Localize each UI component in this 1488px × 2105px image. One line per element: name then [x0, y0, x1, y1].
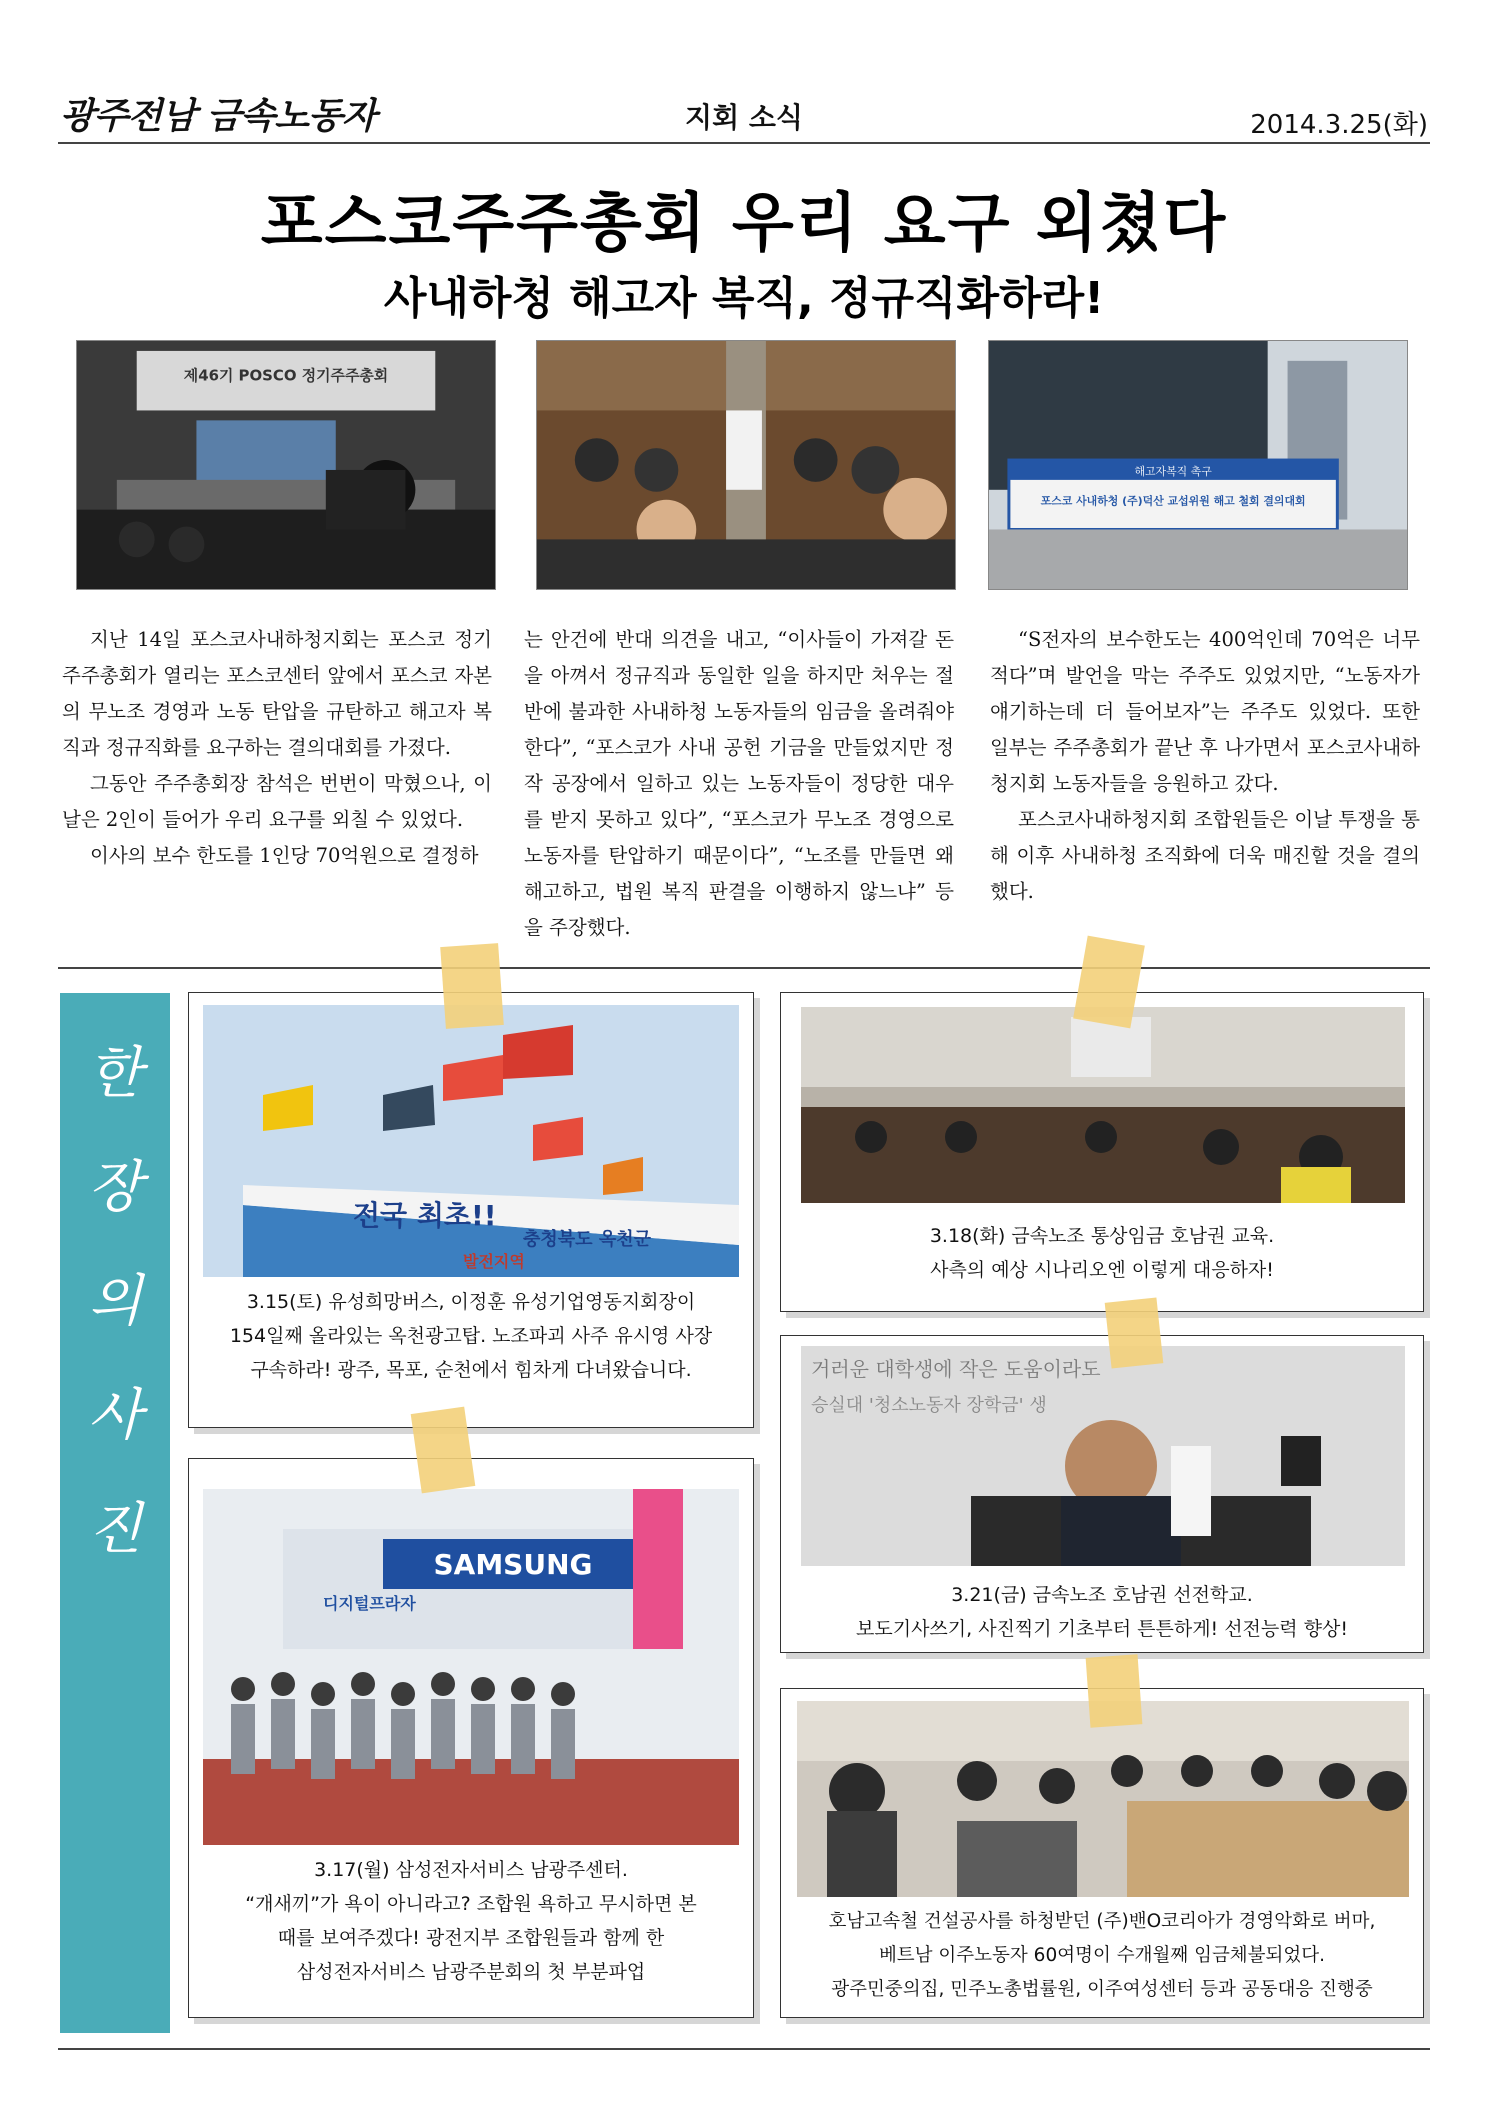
gallery-title-char: 장: [87, 1155, 143, 1220]
caption-line: 구속하라! 광주, 목포, 순천에서 힘차게 다녀왔습니다.: [250, 1359, 692, 1381]
tape: [440, 943, 504, 1029]
gallery-title-char: 의: [87, 1269, 143, 1334]
headline: 포스코주주총회 우리 요구 외쳤다: [260, 187, 1228, 261]
samsung-sign-text: SAMSUNG: [433, 1548, 593, 1581]
paragraph: “S전자의 보수한도는 400억인데 70억은 너무 적다”며 발언을 막는 주주도 있었지만, “노동자가 얘기하는데 더 들어보자”는 주주도 있었다. 또한 일부는 주주총회가 끝난 후 나가면서 포스코사내하청지회 노동자들을 응원하고 갔다.: [990, 628, 1420, 795]
tower-sign-text-1: 전국 최초!!: [353, 1199, 497, 1232]
gallery-card-okcheon: [188, 992, 754, 1428]
issue-date: 2014.3.25(화): [1250, 110, 1428, 140]
caption-line: 때를 보여주겠다! 광전지부 조합원들과 함께 한: [277, 1927, 665, 1949]
caption-line: 3.15(토) 유성희망버스, 이정훈 유성기업영동지회장이: [246, 1291, 696, 1313]
header-rule: [58, 142, 1430, 144]
caption-line: 154일째 올라있는 옥천광고탑. 노조파괴 사주 유시영 사장: [229, 1325, 713, 1347]
photo-shareholders-meeting: [76, 340, 496, 590]
store-sign-text: 디지털프라자: [323, 1594, 416, 1613]
photo-meeting-audience: [536, 340, 956, 590]
photo-samsung-strike: [203, 1489, 739, 1845]
caption-line: 3.18(화) 금속노조 통상임금 호남권 교육.: [929, 1225, 1275, 1247]
caption-line: 호남고속철 건설공사를 하청받던 (주)밴O코리아가 경영악화로 버마,: [828, 1911, 1376, 1932]
paragraph: 그동안 주주총회장 참석은 번번이 막혔으나, 이날은 2인이 들어가 우리 요구를 외칠 수 있었다.: [62, 772, 492, 831]
paragraph: 포스코사내하청지회 조합원들은 이날 투쟁을 통해 이후 사내하청 조직화에 더욱 매진할 것을 결의했다.: [990, 808, 1420, 903]
photo-okcheon-tower: [203, 1005, 739, 1277]
caption-line: 사측의 예상 시나리오엔 이렇게 대응하자!: [930, 1259, 1274, 1281]
tape: [411, 1407, 476, 1494]
gallery-card-education: [780, 992, 1424, 1312]
footer-rule: [58, 2048, 1430, 2050]
protest-banner-text: 포스코 사내하청 (주)덕산 교섭위원 해고 철회 결의대회: [1040, 494, 1306, 508]
tower-sign-text-3: 발전지역: [463, 1252, 525, 1271]
projector-text-2: 승실대 '청소노동자 장학금' 생: [811, 1395, 1047, 1416]
protest-sign-text: 해고자복직 촉구: [1134, 464, 1212, 478]
photo-propaganda-school: [801, 1346, 1405, 1566]
projector-text-1: 거러운 대학생에 작은 도움이라도: [811, 1357, 1101, 1381]
paragraph: 지난 14일 포스코사내하청지회는 포스코 정기주주총회가 열리는 포스코센터 앞에서 포스코 자본의 무노조 경영과 노동 탄압을 규탄하고 해고자 복직과 정규직화를 요구하는 결의대회를 가졌다.: [62, 628, 492, 759]
caption-line: 삼성전자서비스 남광주분회의 첫 부분파업: [296, 1961, 646, 1983]
article-column-1: [62, 622, 492, 874]
tape: [1105, 1297, 1164, 1368]
meeting-banner-text: 제46기 POSCO 정기주주총회: [183, 366, 389, 385]
article-column-2: [524, 622, 954, 946]
paragraph: 이사의 보수 한도를 1인당 70억원으로 결정하: [90, 844, 479, 867]
paragraph: 는 안건에 반대 의견을 내고, “이사들이 가져갈 돈을 아껴서 정규직과 동일한 일을 하지만 처우는 절반에 불과한 사내하청 노동자들의 임금을 올려줘야 한다”, “포스코가 사내 공헌 기금을 만들었지만 정작 공장에서 일하고 있는 노동자들이 정당한 대우를 받지 못하고 있다”, “포스코가 무노조 경영으로 노동자를 탄압하기 때문이다”, “노조를 만들면 왜 해고하고, 법원 복직 판결을 이행하지 않느냐” 등을 주장했다.: [524, 628, 954, 939]
gallery-card-samsung-strike: [188, 1458, 754, 2018]
subheadline: 사내하청 해고자 복직, 정규직화하라!: [383, 273, 1105, 324]
caption-line: 보도기사쓰기, 사진찍기 기초부터 튼튼하게! 선전능력 향상!: [856, 1618, 1348, 1640]
photo-migrant-workers: [797, 1701, 1409, 1897]
gallery-title-sidebar: [60, 993, 170, 2033]
caption-line: “개새끼”가 욕이 아니라고? 조합원 욕하고 무시하면 본: [245, 1893, 697, 1915]
gallery-title-char: 사: [87, 1383, 143, 1448]
section-title: 지회 소식: [685, 101, 803, 134]
gallery-card-migrant-workers: [780, 1688, 1424, 2018]
gallery-title-char: 한: [87, 1041, 143, 1106]
photo-wage-education: [801, 1007, 1405, 1203]
caption-line: 광주민중의집, 민주노총법률원, 이주여성센터 등과 공동대응 진행중: [831, 1979, 1373, 2000]
gallery-title-char: 진: [87, 1497, 143, 1562]
masthead: 광주전남 금속노동자: [60, 95, 376, 137]
caption-line: 3.21(금) 금속노조 호남권 선전학교.: [951, 1584, 1253, 1606]
section-divider: [58, 967, 1430, 969]
article-column-3: [990, 622, 1420, 910]
tape: [1086, 1654, 1143, 1727]
caption-line: 베트남 이주노동자 60여명이 수개월째 임금체불되었다.: [878, 1945, 1326, 1966]
photo-protest-rally: [988, 340, 1408, 590]
caption-line: 3.17(월) 삼성전자서비스 남광주센터.: [314, 1859, 628, 1881]
gallery-card-propaganda-school: [780, 1335, 1424, 1653]
tower-sign-text-2: 충청북도 옥천군: [523, 1229, 651, 1250]
